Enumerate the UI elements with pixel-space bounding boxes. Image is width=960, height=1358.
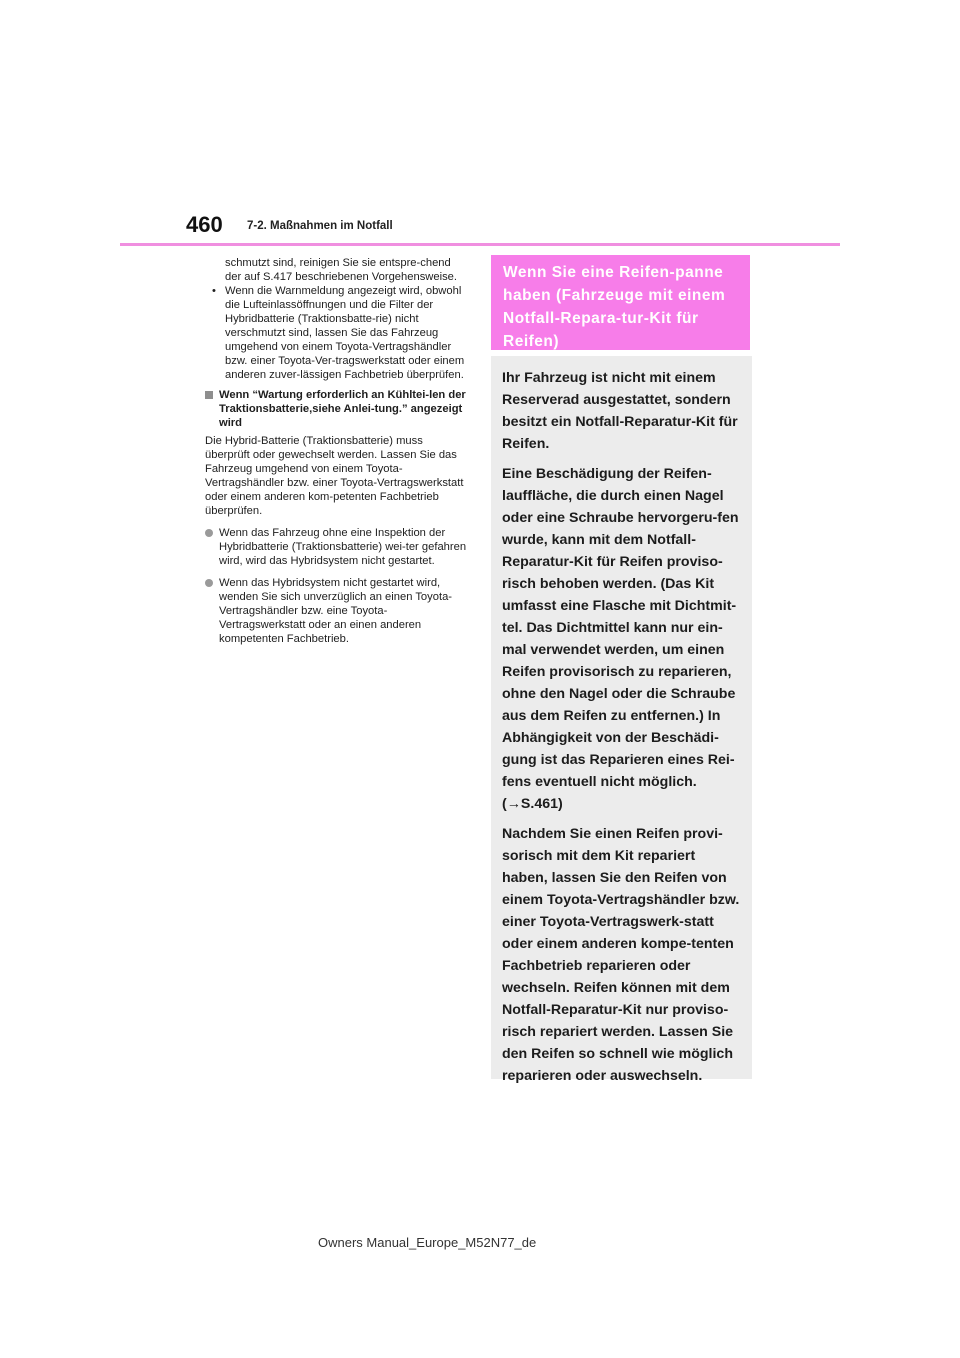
note-text-1: Wenn das Fahrzeug ohne eine Inspektion der Hybridbatterie (Traktionsbatterie) wei-ter gefahren wird, wird das Hybridsystem nicht gestartet. bbox=[219, 527, 467, 567]
page-number: 460 bbox=[186, 212, 223, 237]
square-bullet-icon bbox=[205, 391, 213, 399]
info-paragraph-1: Ihr Fahrzeug ist nicht mit einem Reserverad ausgestattet, sondern besitzt ein Notfall-Reparatur-Kit für Reifen. bbox=[502, 370, 738, 452]
section-title-box bbox=[491, 255, 750, 350]
bullet-marker: • bbox=[212, 285, 216, 297]
section-title: 7-2. Maßnahmen im Notfall bbox=[247, 220, 393, 232]
body-paragraph: Die Hybrid-Batterie (Traktionsbatterie) muss überprüft oder gewechselt werden. Lassen Sie das Fahrzeug umgehend von einem Toyota-Vertragshändler bzw. einer Toyota-Vertragswerkstatt oder einem anderen kom-petenten Fachbetrieb überprüfen. bbox=[205, 435, 464, 517]
bullet-item bbox=[205, 284, 467, 382]
info-paragraph-3: Nachdem Sie einen Reifen provi-sorisch mit dem Kit repariert haben, lassen Sie den Reifen von einem Toyota-Vertragshändler bzw. einer Toyota-Vertragswerk-statt oder einem anderen kompe-tenten Fachbetrieb reparieren oder wechseln. Reifen können mit dem Notfall-Reparatur-Kit nur proviso-risch repariert werden. Lassen Sie den Reifen so schnell wie möglich reparieren oder auswechseln. bbox=[502, 826, 740, 1084]
bullet-text: Wenn die Warnmeldung angezeigt wird, obwohl die Lufteinlassöffnungen und die Filter der Hybridbatterie (Traktionsbatte-rie) nicht verschmutzt sind, lassen Sie das Fahrzeug umgehend von einem Toyota-Vertragshändler bzw. einer Toyota-Ver-tragswerkstatt oder einem anderen zuver-lässigen Fachbetrieb überprüfen. bbox=[225, 285, 465, 381]
footer-text: Owners Manual_Europe_M52N77_de bbox=[318, 1235, 537, 1250]
warning-heading bbox=[205, 388, 467, 430]
circle-bullet-icon bbox=[205, 529, 213, 537]
warning-heading-text: Wenn “Wartung erforderlich an Kühltei-len der Traktionsbatterie,siehe Anlei-tung.” angezeigt wird bbox=[219, 389, 466, 429]
info-paragraph-2: Eine Beschädigung der Reifen-lauffläche, die durch einen Nagel oder eine Schraube hervorgeru-fen wurde, kann mit dem Notfall-Reparatur-Kit für Reifen proviso-risch behoben werden. (Das Kit umfasst eine Flasche mit Dichtmit-tel. Das Dichtmittel kann nur ein-mal verwendet werden, um einen Reifen provisorisch zu reparieren, ohne den Nagel oder die Schraube aus dem Reifen zu entfernen.) In Abhängigkeit von der Beschädi-gung ist das Reparieren eines Rei-fens eventuell nicht möglich. (→S.461) bbox=[502, 466, 739, 812]
intro-continuation: schmutzt sind, reinigen Sie sie entspre-chend der auf S.417 beschriebenen Vorgehensweise. bbox=[225, 257, 457, 283]
left-column bbox=[205, 256, 467, 646]
section-box-title: Wenn Sie eine Reifen-panne haben (Fahrzeuge mit einem Notfall-Repara-tur-Kit für Reifen) bbox=[503, 264, 726, 350]
header-rule bbox=[120, 243, 840, 246]
note-item-1 bbox=[205, 526, 467, 568]
note-text-2: Wenn das Hybridsystem nicht gestartet wird, wenden Sie sich unverzüglich an einen Toyota-Vertragshändler bzw. eine Toyota-Vertragswerkstatt oder an einen anderen kompetenten Fachbetrieb. bbox=[219, 577, 453, 645]
note-item-2 bbox=[205, 576, 467, 646]
info-box bbox=[491, 356, 752, 1084]
circle-bullet-icon bbox=[205, 579, 213, 587]
